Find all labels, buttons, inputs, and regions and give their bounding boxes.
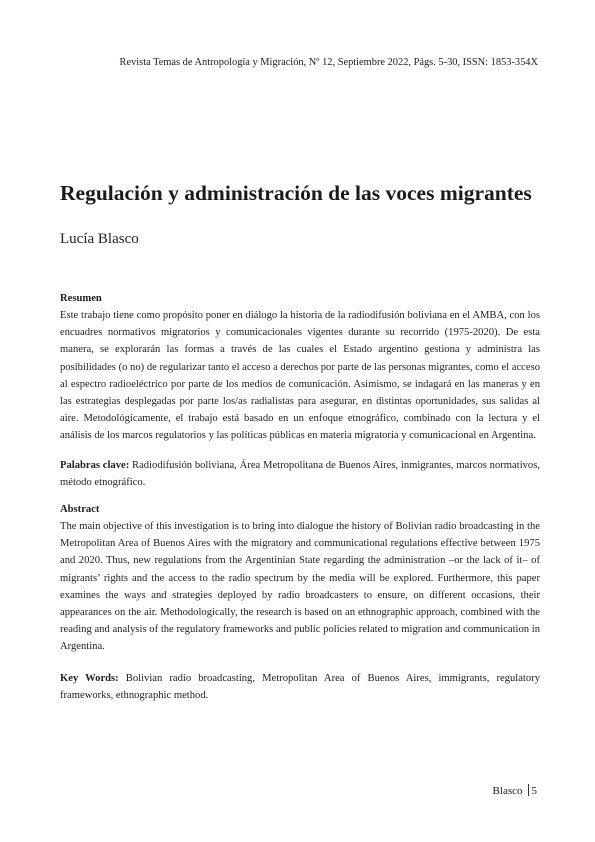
article-title: Regulación y administración de las voces migrantes (60, 181, 532, 205)
abstract-section (60, 501, 540, 656)
abstract-heading: Abstract (60, 504, 100, 515)
palabras-clave-section (60, 457, 540, 491)
palabras-clave-label: Palabras clave: (60, 460, 130, 471)
resumen-text: Este trabajo tiene como propósito poner en diálogo la historia de la radiodifusión boliviana en el AMBA, con los encuadres normativos migratorios y comunicacionales vigentes durante su recorrido (1975-2020). De esta manera, se explorarán las formas a través de las cuales el Estado argentino gestiona y administra las posibilidades (o no) de regularizar tanto el acceso a derechos por parte de las personas migrantes, como el acceso al espectro radioeléctrico por parte de los medios de comunicación. Asimismo, se indagará en las maneras y en las estrategias desplegadas por parte los/as radialistas para asegurar, en distintas oportunidades, sus salidas al aire. Metodológicamente, el trabajo está basado en un enfoque etnográfico, combinado con la lectura y el análisis de los marcos regulatorios y las políticas públicas en materia migratoria y comunicacional en Argentina. (60, 310, 540, 442)
page-footer (493, 784, 537, 797)
page-number: 5 (531, 785, 537, 797)
key-words-label: Key Words: (60, 673, 119, 684)
article-author: Lucía Blasco (60, 231, 139, 247)
journal-header: Revista Temas de Antropología y Migración, Nº 12, Septiembre 2022, Págs. 5-30, ISSN: 1853-354X (119, 57, 538, 68)
resumen-section (60, 290, 540, 445)
key-words-section (60, 670, 540, 704)
palabras-clave-text: Radiodifusión boliviana, Área Metropolitana de Buenos Aires, inmigrantes, marcos normativos, método etnográfico. (60, 460, 540, 489)
abstract-text: The main objective of this investigation is to bring into dialogue the history of Bolivian radio broadcasting in the Metropolitan Area of Buenos Aires with the migratory and communicational regulations effective between 1975 and 2020. Thus, new regulations from the Argentinian State regarding the administration –or the lack of it– of migrants’ rights and the access to the radio spectrum by the media will be explored. Furthermore, this paper examines the ways and strategies deployed by radio broadcasters to ensure, on different occasions, their appearances on the air. Methodologically, the research is based on an ethnographic approach, combined with the reading and analysis of the regulatory frameworks and public policies related to migration and communication in Argentina. (60, 521, 540, 653)
resumen-heading: Resumen (60, 293, 102, 304)
footer-author: Blasco (492, 785, 523, 797)
key-words-text: Bolivian radio broadcasting, Metropolitan Area of Buenos Aires, immigrants, regulatory frameworks, ethnographic method. (60, 673, 540, 702)
footer-divider (528, 784, 529, 796)
